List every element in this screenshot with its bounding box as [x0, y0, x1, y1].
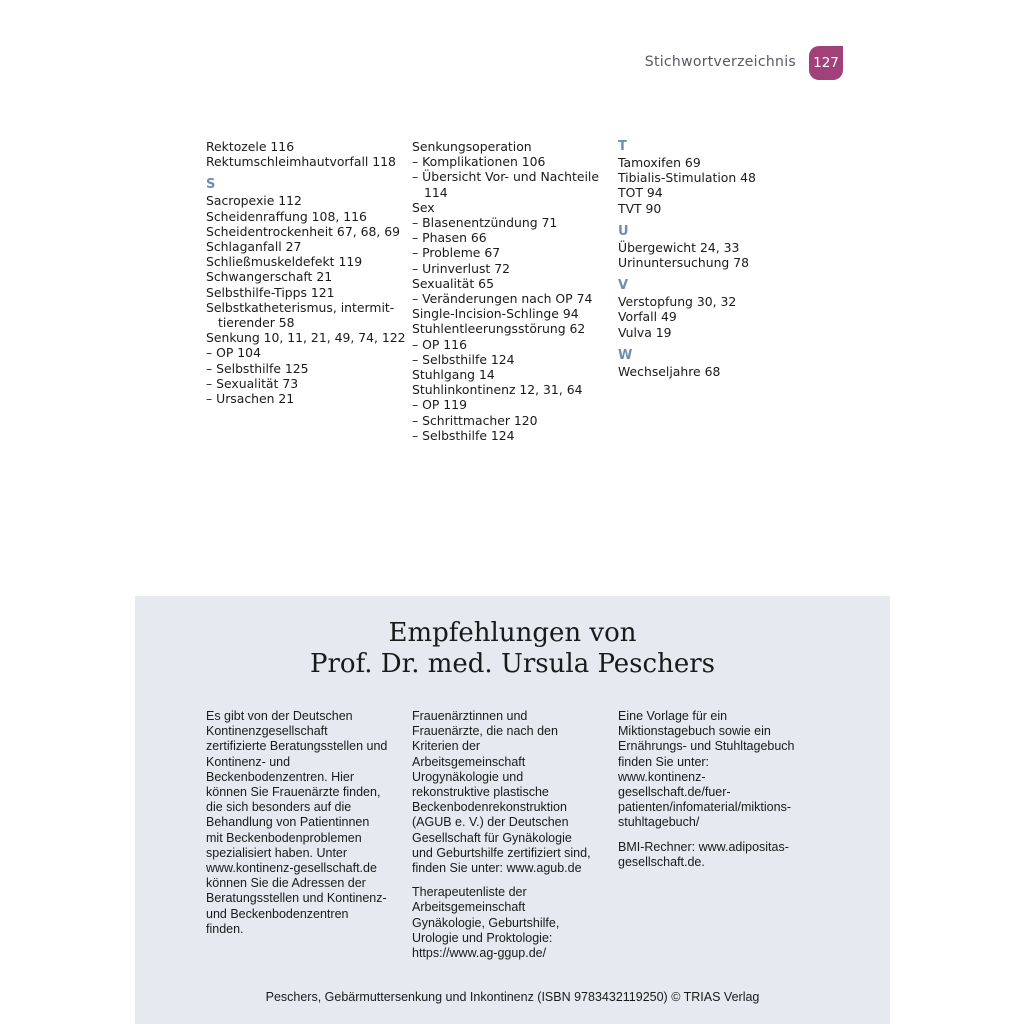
- index-entry: Single-Incision-Schlinge 94: [412, 306, 579, 322]
- index-letter-heading: V: [618, 278, 629, 294]
- index-entry: – Selbsthilfe 124: [412, 351, 515, 367]
- index-column-2: [412, 139, 612, 451]
- index-entry: Verstopfung 30, 32: [618, 294, 737, 310]
- index-entry: Tibialis-Stimulation 48: [618, 170, 756, 186]
- index-entry: Senkung 10, 11, 21, 49, 74, 122: [206, 330, 406, 346]
- index-entry: Stuhlgang 14: [412, 367, 495, 383]
- recommendation-paragraph: Therapeutenliste der Arbeitsgemeinschaft Gynäkologie, Geburtshilfe, Urologie und Proktologie: https://www.ag-ggup.de/: [412, 885, 560, 961]
- index-entry: TVT 90: [618, 200, 662, 216]
- index-entry: tierender 58: [218, 315, 295, 331]
- index-column-1: [206, 139, 406, 414]
- recommendation-paragraph: Eine Vorlage für ein Miktionstagebuch sowie ein Ernährungs- und Stuhltagebuch finden Sie unter: www.kontinenz-gesellschaft.de/fuer-patienten/infomaterial/miktions-stuhltagebuch/: [618, 709, 795, 830]
- index-entry: Schlaganfall 27: [206, 239, 302, 255]
- index-entry: Tamoxifen 69: [618, 155, 701, 170]
- recommendation-paragraph: Frauenärztinnen und Frauenärzte, die nach den Kriterien der Arbeitsgemeinschaft Urogynäkologie und rekonstruktive plastische Beckenbodenrekonstruktion (AGUB e. V.) der Deutschen Gesellschaft für Gynäkologie und Geburtshilfe zertifiziert sind, finden Sie unter: www.agub.de: [412, 709, 591, 876]
- index-entry: – Phasen 66: [412, 230, 487, 246]
- index-entry: Urinuntersuchung 78: [618, 255, 749, 271]
- recommendations-title-line: Prof. Dr. med. Ursula Peschers: [310, 649, 715, 679]
- index-entry: TOT 94: [618, 185, 663, 201]
- section-title: Stichwortverzeichnis: [644, 54, 796, 70]
- index-group: [206, 177, 406, 406]
- footer-citation: Peschers, Gebärmuttersenkung und Inkontinenz (ISBN 9783432119250) © TRIAS Verlag: [265, 990, 760, 1004]
- index-entry: Vorfall 49: [618, 309, 677, 325]
- page-number-badge: 127: [809, 46, 843, 80]
- index-group: [412, 139, 612, 443]
- index-entry: – Veränderungen nach OP 74: [412, 291, 593, 307]
- index-entry: Senkungsoperation: [412, 139, 532, 154]
- index-entry: – Schrittmacher 120: [412, 412, 538, 428]
- index-entry: Stuhlinkontinenz 12, 31, 64: [412, 382, 583, 398]
- index-entry: Sacropexie 112: [206, 193, 302, 209]
- index-entry: Selbstkatheterismus, intermit-: [206, 299, 395, 315]
- index-entry: Sex: [412, 199, 435, 215]
- index-entry: – OP 116: [412, 336, 467, 352]
- index-entry: – Komplikationen 106: [412, 154, 546, 170]
- index-letter-heading: S: [206, 177, 216, 193]
- index-entry: – Urinverlust 72: [412, 260, 510, 276]
- recommendations-column-3: [618, 709, 800, 879]
- index-letter-heading: T: [618, 139, 627, 154]
- index-entry: Scheidenraffung 108, 116: [206, 208, 367, 224]
- index-group: [618, 348, 818, 379]
- index-letter-heading: W: [618, 347, 633, 363]
- index-entry: Sexualität 65: [412, 275, 494, 291]
- recommendations-box: [135, 596, 890, 1024]
- recommendation-paragraph: BMI-Rechner: www.adipositas-gesellschaft.de.: [618, 839, 789, 869]
- index-entry: – Probleme 67: [412, 245, 501, 261]
- index-entry: Wechseljahre 68: [618, 363, 721, 379]
- index-entry: – Selbsthilfe 124: [412, 427, 515, 443]
- index-group: [206, 139, 406, 169]
- index-entry: – Selbsthilfe 125: [206, 360, 309, 376]
- index-entry: Vulva 19: [618, 324, 672, 340]
- index-entry: – Blasenentzündung 71: [412, 215, 558, 231]
- index-entry: Schwangerschaft 21: [206, 269, 333, 285]
- index-entry: Übergewicht 24, 33: [618, 239, 740, 255]
- index-group: [618, 278, 818, 340]
- index-entry: Schließmuskeldefekt 119: [206, 254, 363, 270]
- recommendations-column-1: [206, 709, 388, 946]
- index-entry: – OP 119: [412, 397, 467, 413]
- index-entry: – Ursachen 21: [206, 391, 295, 407]
- recommendation-paragraph: Es gibt von der Deutschen Kontinenzgesellschaft zertifizierte Beratungsstellen und Kontinenz- und Beckenbodenzentren. Hier können Sie Frauenärzte finden, die sich besonders auf die Behandlung von Patientinnen mit Beckenbodenproblemen spezialisiert haben. Unter www.kontinenz-gesellschaft.de können Sie die Adressen der Beratungsstellen und Kontinenz- und Beckenbodenzentren finden.: [206, 709, 388, 936]
- index-entry: Scheidentrockenheit 67, 68, 69: [206, 223, 400, 239]
- index-letter-heading: U: [618, 223, 629, 239]
- index-entry: Selbsthilfe-Tipps 121: [206, 284, 335, 300]
- index-entry: – OP 104: [206, 345, 261, 361]
- index-column-3: [618, 139, 818, 387]
- index-entry: Rektumschleimhautvorfall 118: [206, 154, 396, 170]
- recommendations-column-2: [412, 709, 594, 970]
- index-group: [618, 224, 818, 270]
- recommendations-title: [135, 618, 890, 680]
- index-group: [618, 139, 818, 216]
- index-entry: Rektozele 116: [206, 139, 295, 154]
- index-entry: – Sexualität 73: [206, 375, 299, 391]
- index-entry: Stuhlentleerungsstörung 62: [412, 321, 586, 337]
- recommendations-title-line: Empfehlungen von: [388, 618, 637, 648]
- index-entry: – Übersicht Vor- und Nachteile 114: [412, 169, 599, 200]
